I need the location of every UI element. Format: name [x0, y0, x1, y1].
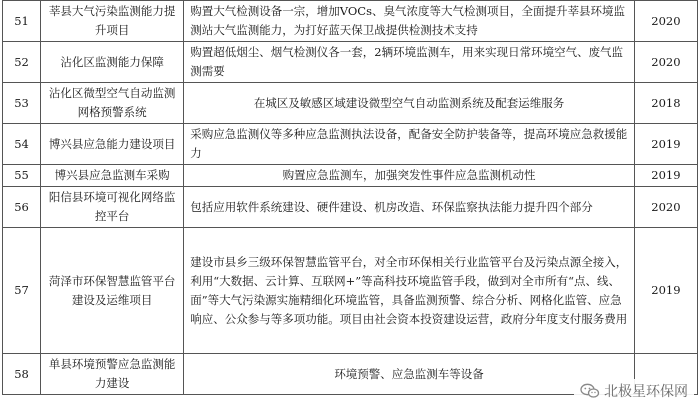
project-content: 建设市县乡三级环保智慧监管平台，对全市环保相关行业监管平台及污染点源全接入，利用“大数据、云计算、互联网+”等高科技环境监管手段，做到对全市所有“点、线、面”等大气污染源实施精细化环境监管，具备监测预警、综合分析、网格化监管、应急响应、公众参与等多项功能。项目由社会资本投资建设运营，政府分年度支付服务费用 [184, 228, 635, 354]
project-name: 单县环境预警应急监测能力建设 [41, 354, 184, 395]
row-number: 55 [3, 165, 41, 187]
project-content: 购置大气检测设备一宗，增加VOCs、臭气浓度等大气检测项目，全面提升莘县环境监测站大气监测能力，为打好蓝天保卫战提供检测技术支持 [184, 1, 635, 42]
project-year: 2019 [634, 228, 697, 354]
row-number: 57 [3, 228, 41, 354]
project-content: 购置应急监测车，加强突发性事件应急监测机动性 [184, 165, 635, 187]
table-row [3, 124, 698, 165]
project-content: 购置超低烟尘、烟气检测仪各一套，2辆环境监测车，用来实现日常环境空气、废气监测需要 [184, 42, 635, 83]
row-number: 52 [3, 42, 41, 83]
project-year: 2019 [634, 124, 697, 165]
project-name: 沾化区微型空气自动监测网格预警系统 [41, 83, 184, 124]
project-name: 莘县大气污染监测能力提升项目 [41, 1, 184, 42]
project-table [2, 0, 698, 395]
project-year: 2019 [634, 165, 697, 187]
row-number: 53 [3, 83, 41, 124]
project-content: 包括应用软件系统建设、硬件建设、机房改造、环保监察执法能力提升四个部分 [184, 187, 635, 228]
project-name: 博兴县应急能力建设项目 [41, 124, 184, 165]
project-year: 2020 [634, 1, 697, 42]
row-number: 54 [3, 124, 41, 165]
project-name: 沾化区监测能力保障 [41, 42, 184, 83]
table-row [3, 1, 698, 42]
watermark-text: 北极星环保网 [604, 384, 688, 400]
project-name: 菏泽市环保智慧监管平台建设及运维项目 [41, 228, 184, 354]
table-body [3, 1, 698, 395]
table-row [3, 187, 698, 228]
table-row [3, 83, 698, 124]
watermark [574, 379, 694, 403]
project-content: 在城区及敏感区域建设微型空气自动监测系统及配套运维服务 [184, 83, 635, 124]
wechat-icon [580, 383, 600, 399]
project-year: 2018 [634, 83, 697, 124]
table-row [3, 165, 698, 187]
row-number: 51 [3, 1, 41, 42]
row-number: 56 [3, 187, 41, 228]
table-row [3, 228, 698, 354]
project-content: 采购应急监测仪等多种应急监测执法设备，配备安全防护装备等，提高环境应急救援能力 [184, 124, 635, 165]
project-name: 阳信县环境可视化网络监控平台 [41, 187, 184, 228]
project-year: 2020 [634, 187, 697, 228]
project-content: 环境预警、应急监测车等设备 [184, 354, 635, 395]
project-year: 2020 [634, 42, 697, 83]
table-row [3, 42, 698, 83]
project-name: 博兴县应急监测车采购 [41, 165, 184, 187]
row-number: 58 [3, 354, 41, 395]
